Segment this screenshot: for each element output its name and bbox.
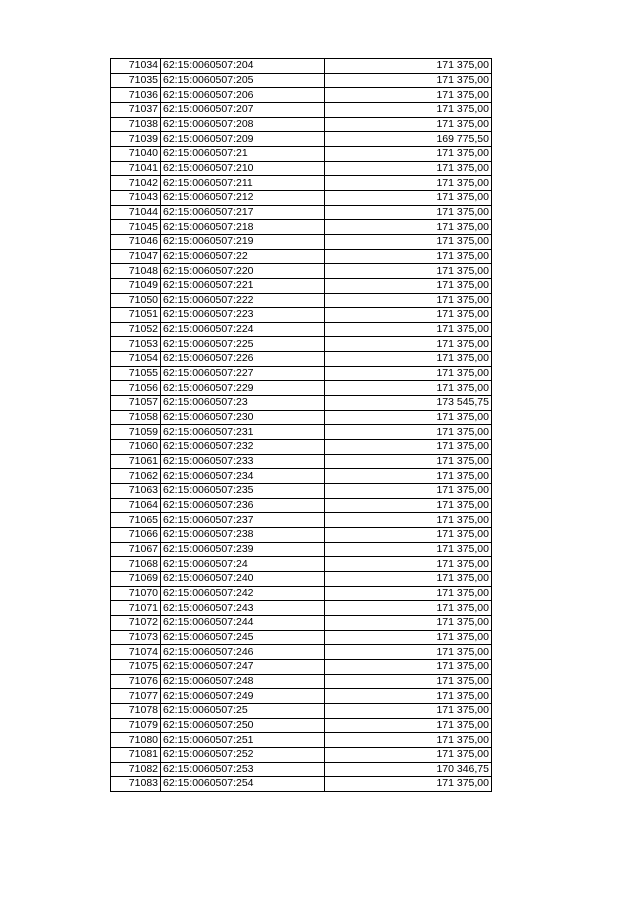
value-cell: 171 375,00 bbox=[325, 557, 492, 572]
table-row bbox=[111, 454, 492, 469]
cadastral-number-cell: 62:15:0060507:25 bbox=[161, 703, 325, 718]
table-row bbox=[111, 747, 492, 762]
cadastral-number-cell: 62:15:0060507:251 bbox=[161, 733, 325, 748]
cadastral-number-cell: 62:15:0060507:208 bbox=[161, 117, 325, 132]
value-cell: 171 375,00 bbox=[325, 777, 492, 792]
table-row bbox=[111, 205, 492, 220]
row-number-cell: 71047 bbox=[111, 249, 161, 264]
table-row bbox=[111, 278, 492, 293]
value-cell: 171 375,00 bbox=[325, 293, 492, 308]
table-row bbox=[111, 469, 492, 484]
table-row bbox=[111, 220, 492, 235]
table-row bbox=[111, 249, 492, 264]
row-number-cell: 71038 bbox=[111, 117, 161, 132]
row-number-cell: 71046 bbox=[111, 234, 161, 249]
row-number-cell: 71070 bbox=[111, 586, 161, 601]
cadastral-number-cell: 62:15:0060507:252 bbox=[161, 747, 325, 762]
row-number-cell: 71051 bbox=[111, 308, 161, 323]
row-number-cell: 71068 bbox=[111, 557, 161, 572]
value-cell: 171 375,00 bbox=[325, 469, 492, 484]
row-number-cell: 71071 bbox=[111, 601, 161, 616]
row-number-cell: 71054 bbox=[111, 352, 161, 367]
row-number-cell: 71034 bbox=[111, 59, 161, 74]
cadastral-number-cell: 62:15:0060507:244 bbox=[161, 615, 325, 630]
row-number-cell: 71064 bbox=[111, 498, 161, 513]
row-number-cell: 71053 bbox=[111, 337, 161, 352]
value-cell: 171 375,00 bbox=[325, 366, 492, 381]
value-cell: 171 375,00 bbox=[325, 454, 492, 469]
table-row bbox=[111, 293, 492, 308]
row-number-cell: 71040 bbox=[111, 146, 161, 161]
row-number-cell: 71069 bbox=[111, 571, 161, 586]
cadastral-number-cell: 62:15:0060507:240 bbox=[161, 571, 325, 586]
cadastral-number-cell: 62:15:0060507:21 bbox=[161, 146, 325, 161]
value-cell: 171 375,00 bbox=[325, 278, 492, 293]
table-row bbox=[111, 762, 492, 777]
table-row bbox=[111, 528, 492, 543]
table-row bbox=[111, 102, 492, 117]
table-row bbox=[111, 59, 492, 74]
row-number-cell: 71036 bbox=[111, 88, 161, 103]
cadastral-number-cell: 62:15:0060507:249 bbox=[161, 689, 325, 704]
table-row bbox=[111, 308, 492, 323]
cadastral-number-cell: 62:15:0060507:224 bbox=[161, 322, 325, 337]
table-row bbox=[111, 718, 492, 733]
cadastral-number-cell: 62:15:0060507:246 bbox=[161, 645, 325, 660]
cadastral-number-cell: 62:15:0060507:223 bbox=[161, 308, 325, 323]
value-cell: 171 375,00 bbox=[325, 601, 492, 616]
value-cell: 171 375,00 bbox=[325, 337, 492, 352]
cadastral-number-cell: 62:15:0060507:23 bbox=[161, 396, 325, 411]
row-number-cell: 71060 bbox=[111, 440, 161, 455]
cadastral-number-cell: 62:15:0060507:225 bbox=[161, 337, 325, 352]
table-row bbox=[111, 337, 492, 352]
cadastral-number-cell: 62:15:0060507:238 bbox=[161, 528, 325, 543]
value-cell: 171 375,00 bbox=[325, 484, 492, 499]
value-cell: 171 375,00 bbox=[325, 630, 492, 645]
cadastral-number-cell: 62:15:0060507:253 bbox=[161, 762, 325, 777]
cadastral-number-cell: 62:15:0060507:218 bbox=[161, 220, 325, 235]
cadastral-number-cell: 62:15:0060507:219 bbox=[161, 234, 325, 249]
row-number-cell: 71075 bbox=[111, 659, 161, 674]
value-cell: 171 375,00 bbox=[325, 249, 492, 264]
row-number-cell: 71042 bbox=[111, 176, 161, 191]
value-cell: 171 375,00 bbox=[325, 674, 492, 689]
table-row bbox=[111, 777, 492, 792]
value-cell: 171 375,00 bbox=[325, 308, 492, 323]
row-number-cell: 71035 bbox=[111, 73, 161, 88]
cadastral-number-cell: 62:15:0060507:24 bbox=[161, 557, 325, 572]
table-row bbox=[111, 703, 492, 718]
table-row bbox=[111, 645, 492, 660]
row-number-cell: 71045 bbox=[111, 220, 161, 235]
value-cell: 171 375,00 bbox=[325, 234, 492, 249]
cadastral-number-cell: 62:15:0060507:242 bbox=[161, 586, 325, 601]
cadastral-number-cell: 62:15:0060507:230 bbox=[161, 410, 325, 425]
value-cell: 171 375,00 bbox=[325, 73, 492, 88]
row-number-cell: 71073 bbox=[111, 630, 161, 645]
cadastral-number-cell: 62:15:0060507:229 bbox=[161, 381, 325, 396]
value-cell: 171 375,00 bbox=[325, 703, 492, 718]
table-row bbox=[111, 601, 492, 616]
table-row bbox=[111, 425, 492, 440]
table-row bbox=[111, 498, 492, 513]
row-number-cell: 71082 bbox=[111, 762, 161, 777]
value-cell: 171 375,00 bbox=[325, 659, 492, 674]
cadastral-number-cell: 62:15:0060507:245 bbox=[161, 630, 325, 645]
value-cell: 171 375,00 bbox=[325, 733, 492, 748]
table-row bbox=[111, 630, 492, 645]
row-number-cell: 71048 bbox=[111, 264, 161, 279]
registry-table-body bbox=[111, 59, 492, 792]
cadastral-number-cell: 62:15:0060507:235 bbox=[161, 484, 325, 499]
cadastral-number-cell: 62:15:0060507:212 bbox=[161, 190, 325, 205]
value-cell: 170 346,75 bbox=[325, 762, 492, 777]
row-number-cell: 71079 bbox=[111, 718, 161, 733]
row-number-cell: 71077 bbox=[111, 689, 161, 704]
value-cell: 171 375,00 bbox=[325, 528, 492, 543]
row-number-cell: 71057 bbox=[111, 396, 161, 411]
cadastral-number-cell: 62:15:0060507:237 bbox=[161, 513, 325, 528]
value-cell: 171 375,00 bbox=[325, 220, 492, 235]
table-row bbox=[111, 615, 492, 630]
value-cell: 171 375,00 bbox=[325, 410, 492, 425]
cadastral-number-cell: 62:15:0060507:206 bbox=[161, 88, 325, 103]
cadastral-number-cell: 62:15:0060507:234 bbox=[161, 469, 325, 484]
value-cell: 171 375,00 bbox=[325, 190, 492, 205]
row-number-cell: 71050 bbox=[111, 293, 161, 308]
row-number-cell: 71052 bbox=[111, 322, 161, 337]
value-cell: 171 375,00 bbox=[325, 689, 492, 704]
table-row bbox=[111, 352, 492, 367]
row-number-cell: 71061 bbox=[111, 454, 161, 469]
table-row bbox=[111, 190, 492, 205]
row-number-cell: 71058 bbox=[111, 410, 161, 425]
row-number-cell: 71059 bbox=[111, 425, 161, 440]
value-cell: 171 375,00 bbox=[325, 440, 492, 455]
table-row bbox=[111, 440, 492, 455]
value-cell: 171 375,00 bbox=[325, 117, 492, 132]
cadastral-number-cell: 62:15:0060507:226 bbox=[161, 352, 325, 367]
table-row bbox=[111, 234, 492, 249]
row-number-cell: 71083 bbox=[111, 777, 161, 792]
cadastral-number-cell: 62:15:0060507:22 bbox=[161, 249, 325, 264]
value-cell: 171 375,00 bbox=[325, 498, 492, 513]
table-row bbox=[111, 689, 492, 704]
table-row bbox=[111, 513, 492, 528]
value-cell: 171 375,00 bbox=[325, 205, 492, 220]
row-number-cell: 71072 bbox=[111, 615, 161, 630]
value-cell: 171 375,00 bbox=[325, 352, 492, 367]
row-number-cell: 71037 bbox=[111, 102, 161, 117]
table-row bbox=[111, 557, 492, 572]
value-cell: 171 375,00 bbox=[325, 59, 492, 74]
cadastral-number-cell: 62:15:0060507:217 bbox=[161, 205, 325, 220]
cadastral-number-cell: 62:15:0060507:205 bbox=[161, 73, 325, 88]
cadastral-number-cell: 62:15:0060507:248 bbox=[161, 674, 325, 689]
value-cell: 171 375,00 bbox=[325, 615, 492, 630]
row-number-cell: 71041 bbox=[111, 161, 161, 176]
value-cell: 171 375,00 bbox=[325, 161, 492, 176]
cadastral-number-cell: 62:15:0060507:227 bbox=[161, 366, 325, 381]
row-number-cell: 71039 bbox=[111, 132, 161, 147]
row-number-cell: 71076 bbox=[111, 674, 161, 689]
value-cell: 171 375,00 bbox=[325, 571, 492, 586]
table-row bbox=[111, 117, 492, 132]
table-row bbox=[111, 161, 492, 176]
table-row bbox=[111, 146, 492, 161]
cadastral-number-cell: 62:15:0060507:243 bbox=[161, 601, 325, 616]
value-cell: 171 375,00 bbox=[325, 513, 492, 528]
cadastral-number-cell: 62:15:0060507:250 bbox=[161, 718, 325, 733]
row-number-cell: 71049 bbox=[111, 278, 161, 293]
cadastral-number-cell: 62:15:0060507:221 bbox=[161, 278, 325, 293]
table-row bbox=[111, 586, 492, 601]
table-row bbox=[111, 381, 492, 396]
cadastral-number-cell: 62:15:0060507:210 bbox=[161, 161, 325, 176]
cadastral-number-cell: 62:15:0060507:231 bbox=[161, 425, 325, 440]
table-row bbox=[111, 396, 492, 411]
row-number-cell: 71063 bbox=[111, 484, 161, 499]
table-row bbox=[111, 542, 492, 557]
value-cell: 171 375,00 bbox=[325, 425, 492, 440]
value-cell: 171 375,00 bbox=[325, 645, 492, 660]
value-cell: 171 375,00 bbox=[325, 264, 492, 279]
cadastral-number-cell: 62:15:0060507:239 bbox=[161, 542, 325, 557]
table-row bbox=[111, 88, 492, 103]
cadastral-number-cell: 62:15:0060507:211 bbox=[161, 176, 325, 191]
table-row bbox=[111, 264, 492, 279]
table-row bbox=[111, 132, 492, 147]
cadastral-number-cell: 62:15:0060507:247 bbox=[161, 659, 325, 674]
value-cell: 171 375,00 bbox=[325, 586, 492, 601]
cadastral-number-cell: 62:15:0060507:220 bbox=[161, 264, 325, 279]
cadastral-number-cell: 62:15:0060507:222 bbox=[161, 293, 325, 308]
table-row bbox=[111, 659, 492, 674]
row-number-cell: 71062 bbox=[111, 469, 161, 484]
registry-table bbox=[110, 58, 492, 792]
row-number-cell: 71066 bbox=[111, 528, 161, 543]
cadastral-number-cell: 62:15:0060507:236 bbox=[161, 498, 325, 513]
row-number-cell: 71074 bbox=[111, 645, 161, 660]
value-cell: 171 375,00 bbox=[325, 176, 492, 191]
value-cell: 171 375,00 bbox=[325, 542, 492, 557]
table-row bbox=[111, 733, 492, 748]
value-cell: 171 375,00 bbox=[325, 322, 492, 337]
table-row bbox=[111, 571, 492, 586]
value-cell: 171 375,00 bbox=[325, 88, 492, 103]
value-cell: 171 375,00 bbox=[325, 381, 492, 396]
row-number-cell: 71056 bbox=[111, 381, 161, 396]
cadastral-number-cell: 62:15:0060507:207 bbox=[161, 102, 325, 117]
cadastral-number-cell: 62:15:0060507:204 bbox=[161, 59, 325, 74]
value-cell: 171 375,00 bbox=[325, 718, 492, 733]
value-cell: 169 775,50 bbox=[325, 132, 492, 147]
row-number-cell: 71055 bbox=[111, 366, 161, 381]
cadastral-number-cell: 62:15:0060507:209 bbox=[161, 132, 325, 147]
table-row bbox=[111, 410, 492, 425]
table-row bbox=[111, 366, 492, 381]
value-cell: 171 375,00 bbox=[325, 747, 492, 762]
value-cell: 171 375,00 bbox=[325, 102, 492, 117]
cadastral-number-cell: 62:15:0060507:233 bbox=[161, 454, 325, 469]
cadastral-number-cell: 62:15:0060507:254 bbox=[161, 777, 325, 792]
table-row bbox=[111, 322, 492, 337]
row-number-cell: 71043 bbox=[111, 190, 161, 205]
row-number-cell: 71078 bbox=[111, 703, 161, 718]
row-number-cell: 71065 bbox=[111, 513, 161, 528]
row-number-cell: 71044 bbox=[111, 205, 161, 220]
value-cell: 171 375,00 bbox=[325, 146, 492, 161]
table-row bbox=[111, 674, 492, 689]
cadastral-number-cell: 62:15:0060507:232 bbox=[161, 440, 325, 455]
table-row bbox=[111, 176, 492, 191]
table-row bbox=[111, 484, 492, 499]
value-cell: 173 545,75 bbox=[325, 396, 492, 411]
row-number-cell: 71081 bbox=[111, 747, 161, 762]
row-number-cell: 71080 bbox=[111, 733, 161, 748]
row-number-cell: 71067 bbox=[111, 542, 161, 557]
table-row bbox=[111, 73, 492, 88]
